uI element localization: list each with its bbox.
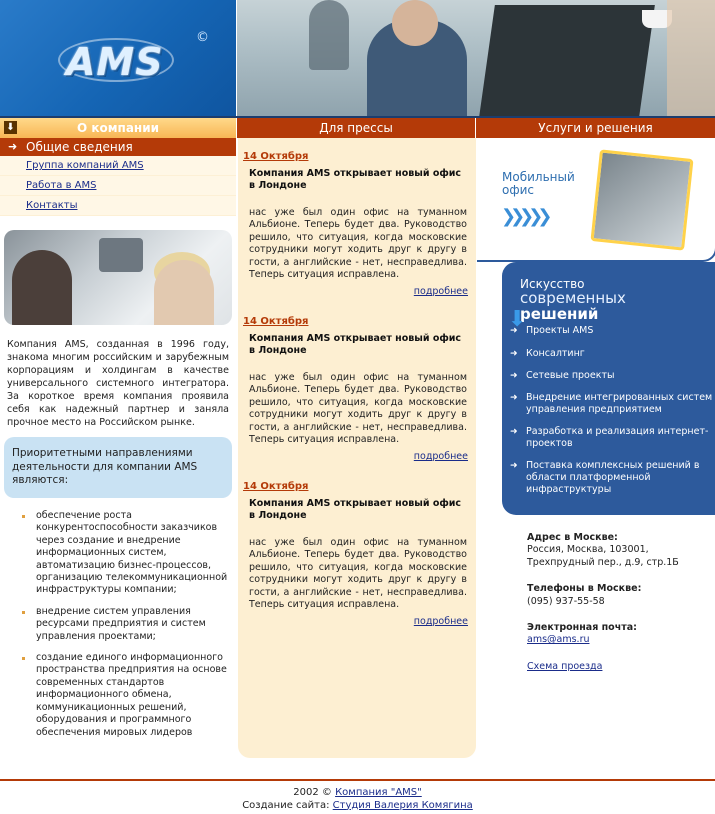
news-body: нас уже был один офис на туманном Альбионе. Теперь будет два. Руководство решило, что ситуация, когда московские сотрудники могут ходить друг к другу в гости, а английские - нет, несправедлива. Теперь ситуация исправлена. (249, 372, 467, 446)
solutions-nav-infrastructure[interactable]: ➜ Поставка комплексных решений в области платформенной инфраструктуры (502, 460, 715, 496)
solutions-heading-line2: современных (520, 289, 626, 307)
news-title: Компания AMS открывает новый офис в Лондоне (249, 168, 462, 191)
solutions-nav-internet[interactable]: ➜ Разработка и реализация интернет-проектов (502, 426, 715, 450)
news-title: Компания AMS открывает новый офис в Лондоне (249, 498, 462, 521)
priority-box-text: Приоритетными направлениями деятельности для компании AMS являются: (12, 447, 198, 486)
logo[interactable]: AMS (66, 40, 164, 84)
solutions-heading-line3: решений (520, 305, 599, 323)
phones-value: (095) 937-55-58 (527, 595, 605, 607)
news-more-link[interactable]: подробнее (413, 451, 468, 462)
left-nav-jobs-link[interactable]: Работа в AMS (0, 176, 236, 196)
arrow-down-icon: ⬇ (508, 307, 527, 332)
header-photo (237, 0, 715, 117)
phones-label: Телефоны в Москве: (527, 583, 642, 595)
contacts-block (527, 532, 712, 673)
list-item: обеспечение роста конкурентоспособности заказчиков через создание и внедрение информационных систем, автоматизацию бизнес-процессов, организацию телекоммуникационной инфраструктуры компании; (22, 510, 230, 597)
list-item: создание единого информационного пространства предприятия на основе современных стандартов информационного обмена, коммуникационных решений, оборудования и программного обеспечения мировых лидеров (22, 652, 230, 739)
footer (0, 787, 715, 812)
mobile-office-photo (590, 149, 693, 250)
email-label: Электронная почта: (527, 622, 637, 634)
arrow-down-icon: ⬇ (4, 121, 17, 134)
news-date[interactable]: 14 Октября (243, 151, 309, 162)
column-header-about[interactable] (0, 118, 236, 138)
photo-man (12, 250, 72, 325)
arrow-right-icon: ➜ (8, 140, 18, 153)
solutions-panel (502, 262, 715, 515)
solutions-nav (502, 320, 715, 496)
photo-background-person (309, 0, 349, 70)
company-intro: Компания AMS, созданная в 1996 году, знакома многим российским и зарубежным корпорациям и холдингам в качестве универсального системного интегратора. За короткое время компания проявила себя как надежный партнер и заняла прочное место на Российском рынке. (7, 339, 229, 428)
header-logo-panel (0, 0, 236, 117)
news-date[interactable]: 14 Октября (243, 316, 309, 327)
photo-screen (99, 238, 143, 272)
column-header-services[interactable]: Услуги и решения (476, 118, 715, 138)
address-value: Россия, Москва, 103001, Трехпрудный пер., д.9, стр.1Б (527, 544, 679, 568)
photo-hand (667, 0, 715, 117)
section-general-info[interactable] (0, 138, 236, 156)
chevrons-right-icon: ❯❯❯❯❯ (501, 206, 547, 227)
mobile-office-title (502, 171, 575, 197)
photo-man-head (392, 0, 438, 46)
office-photo (4, 230, 232, 325)
copyright-icon: © (196, 30, 209, 45)
footer-divider (0, 779, 715, 781)
news-more-link[interactable]: подробнее (413, 616, 468, 627)
address-label: Адрес в Москве: (527, 532, 618, 543)
news-more-link[interactable]: подробнее (413, 286, 468, 297)
mobile-office-banner[interactable] (477, 138, 715, 262)
directions-link[interactable]: Схема проезда (527, 660, 603, 672)
left-column (0, 138, 236, 738)
news-body: нас уже был один офис на туманном Альбионе. Теперь будет два. Руководство решило, что ситуация, когда московские сотрудники могут ходить друг к другу в гости, а английские - нет, несправедлива. Теперь ситуация исправлена. (249, 537, 467, 611)
footer-created-label: Создание сайта: (242, 799, 330, 811)
mobile-office-line2: офис (502, 183, 534, 197)
solutions-nav-network[interactable]: ➜ Сетевые проекты (502, 370, 715, 382)
column-header-press[interactable]: Для прессы (237, 118, 475, 138)
left-nav (0, 156, 236, 216)
news-title: Компания AMS открывает новый офис в Лондоне (249, 333, 462, 356)
solutions-nav-projects[interactable]: ➜ Проекты AMS (502, 325, 715, 337)
priority-box (4, 437, 232, 498)
section-general-info-label: Общие сведения (26, 140, 133, 154)
press-column (238, 138, 476, 758)
photo-woman (154, 260, 214, 325)
solutions-nav-consulting[interactable]: ➜ Консалтинг (502, 348, 715, 360)
list-item: внедрение систем управления ресурсами предприятия и систем управления проектами; (22, 606, 230, 643)
left-nav-group-link[interactable]: Группа компаний AMS (0, 156, 236, 176)
news-body: нас уже был один офис на туманном Альбионе. Теперь будет два. Руководство решило, что ситуация, когда московские сотрудники могут ходить друг к другу в гости, а английские - нет, несправедлива. Теперь ситуация исправлена. (249, 207, 467, 281)
left-nav-contacts-link[interactable]: Контакты (0, 196, 236, 216)
column-header-about-label: О компании (76, 121, 160, 135)
priority-list (22, 510, 230, 748)
photo-monitor (479, 5, 655, 117)
solutions-nav-erp[interactable]: ➜ Внедрение интегрированных систем управления предприятием (502, 392, 715, 416)
footer-year: 2002 © (293, 787, 332, 798)
footer-studio-link[interactable]: Студия Валерия Комягина (332, 799, 473, 811)
email-link[interactable]: ams@ams.ru (527, 634, 590, 646)
news-date[interactable]: 14 Октября (243, 481, 309, 492)
solutions-heading-line1: Искусство (520, 277, 585, 291)
mobile-office-line1: Мобильный (502, 170, 575, 184)
footer-company-link[interactable]: Компания "AMS" (335, 787, 422, 798)
